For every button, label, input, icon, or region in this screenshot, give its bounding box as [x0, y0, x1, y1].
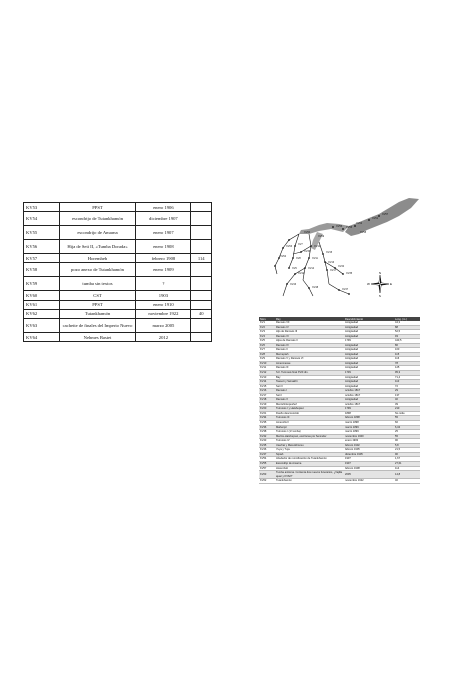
cell-king: Tausert y Setnakht — [275, 380, 344, 385]
table-row — [24, 277, 212, 291]
tomb-label: KV47 — [342, 287, 349, 291]
cell-code: KV60 — [24, 291, 60, 300]
cell-number: KV34 — [259, 416, 275, 421]
cell-length: 14,8 — [394, 471, 420, 479]
tomb-label: KV59 — [318, 234, 325, 238]
cell-number: KV18 — [259, 398, 275, 403]
cell-date: ? — [136, 277, 191, 291]
cell-king: Amenofis II — [275, 421, 344, 426]
cell-extra — [191, 226, 212, 240]
cell-number: KV6 — [259, 343, 275, 348]
cell-discovery: 1739 — [344, 371, 394, 376]
cell-code: KV55 — [24, 226, 60, 240]
cell-length: No mide — [394, 411, 420, 416]
table-row — [24, 309, 212, 318]
cell-number: KV19 — [259, 402, 275, 407]
cell-date: 1903 — [136, 291, 191, 300]
tomb-label: KV58 — [360, 230, 367, 234]
cell-number: KV2 — [259, 325, 275, 330]
cell-discovery: febrero 1905 — [344, 448, 394, 453]
cell-length: 95,3 — [394, 371, 420, 376]
cell-king: Ramsés II — [275, 348, 344, 353]
tomb-label: KV55 — [336, 224, 343, 228]
cell-name: cachette de finales del Imperio Nuevo — [59, 318, 136, 332]
cell-number: KV17 — [259, 393, 275, 398]
tomb-label: KV57 — [382, 212, 389, 216]
cell-number: KV43 — [259, 439, 275, 444]
cell-king: Dueño desconocido — [275, 411, 344, 416]
cell-king: Tutmosis IV — [275, 439, 344, 444]
tomb-label: KV56 — [346, 225, 353, 229]
cell-length: 1,67 — [394, 457, 420, 462]
table-row — [24, 254, 212, 263]
cell-name: escondrijo de Tutankhamón — [59, 212, 136, 226]
tomb-label: KV62 — [356, 221, 363, 225]
cell-number: KV36 — [259, 425, 275, 430]
tomb-label: KV60 — [304, 230, 311, 234]
cell-discovery: febrero 1898 — [344, 416, 394, 421]
cell-code: KV59 — [24, 277, 60, 291]
cell-discovery: 1799 — [344, 407, 394, 412]
cell-number: KV1 — [259, 321, 275, 325]
cell-number: KV9 — [259, 357, 275, 362]
cell-number: KV62 — [259, 479, 275, 484]
cell-length: 90 — [394, 439, 420, 444]
table-row — [24, 332, 212, 341]
cell-number: KV46 — [259, 448, 275, 453]
tomb-label: KV14 — [308, 266, 315, 270]
cell-name: Hija de Seti II, «Tumba Dorada» — [59, 240, 136, 254]
cell-length: 115 — [394, 352, 420, 357]
cell-king: Seti I — [275, 393, 344, 398]
cell-length: 6,34 — [394, 425, 420, 430]
cell-discovery: Antigüedad — [344, 380, 394, 385]
cell-name: PPST — [59, 300, 136, 309]
cell-king: S.F. Tutmosis final XVIII din. — [275, 371, 344, 376]
cell-king: Meritre-Hatshepsut, escrituras por Sennefer — [275, 434, 344, 439]
tomb-label: KV34 — [338, 264, 345, 268]
cell-discovery: Antigüedad — [344, 357, 394, 362]
cell-king: Maiherpri — [275, 425, 344, 430]
cell-number: KV15 — [259, 384, 275, 389]
tomb-label: KV42 — [298, 271, 305, 275]
cell-king: Ramsés XI — [275, 334, 344, 339]
cell-code: KV61 — [24, 300, 60, 309]
table-row — [259, 471, 420, 479]
cell-name: Tutankhamón — [59, 309, 136, 318]
cell-code: KV53 — [24, 203, 60, 212]
table-row — [24, 240, 212, 254]
cell-length: 55 — [394, 434, 420, 439]
cell-discovery: 2005 — [344, 471, 394, 479]
cell-length: 78 — [394, 361, 420, 366]
cell-discovery: Antigüedad — [344, 375, 394, 380]
cell-discovery: marzo 1899 — [344, 430, 394, 435]
cell-length: 52,5 — [394, 330, 420, 335]
cell-number: KV14 — [259, 380, 275, 385]
tomb-label: KV8 — [296, 256, 301, 260]
cell-code: KV64 — [24, 332, 60, 341]
cell-extra — [191, 332, 212, 341]
cell-discovery: febrero 1908 — [344, 466, 394, 471]
compass-south: S — [378, 294, 381, 298]
table-row — [24, 263, 212, 277]
cell-king: Horemheb — [275, 466, 344, 471]
tomb-label: KV17 — [330, 268, 337, 272]
cell-king: Ramsés IV — [275, 325, 344, 330]
cell-code: KV57 — [24, 254, 60, 263]
cell-name: Horemheb — [59, 254, 136, 263]
cell-discovery: Antigüedad — [344, 348, 394, 353]
compass-east: E — [390, 282, 393, 287]
cell-extra — [191, 240, 212, 254]
cell-king: Userhat y Merenkhonsu — [275, 443, 344, 448]
cell-number: KV13 — [259, 375, 275, 380]
cell-number: KV16 — [259, 389, 275, 394]
tomb-label: KV35 — [346, 271, 353, 275]
cell-king: Escondrijo de Amarna — [275, 461, 344, 466]
cell-length: 72 — [394, 384, 420, 389]
wadi-main-branch — [345, 198, 419, 236]
cell-code: KV62 — [24, 309, 60, 318]
cell-king: Tutmosis I (1ª tumba) — [275, 430, 344, 435]
cell-king: Seti II — [275, 384, 344, 389]
cell-king: Ramsés X — [275, 398, 344, 403]
cell-king: Tutmosis III — [275, 416, 344, 421]
cell-code: KV56 — [24, 240, 60, 254]
cell-number: KV5 — [259, 339, 275, 344]
valley-of-kings-map — [259, 196, 419, 316]
cell-discovery: noviembre 1922 — [344, 479, 394, 484]
table-row — [24, 291, 212, 300]
cell-discovery: 1898 — [344, 411, 394, 416]
cell-king: Merneptah — [275, 352, 344, 357]
cell-date: noviembre 1922 — [136, 309, 191, 318]
cell-length: 29 — [394, 389, 420, 394]
cell-king: Alrededor de momificación de Tutankhamón — [275, 457, 344, 462]
compass-north: N — [378, 271, 382, 275]
cell-number: KV8 — [259, 352, 275, 357]
cell-length: 55 — [394, 416, 420, 421]
cell-king: Ramsés III — [275, 366, 344, 371]
cell-length: 443,5 — [394, 339, 420, 344]
cell-date: 2012 — [136, 332, 191, 341]
cell-date: enero 1907 — [136, 226, 191, 240]
cell-king: Siptah — [275, 452, 344, 457]
cell-number: KV4 — [259, 334, 275, 339]
cell-number: KV12 — [259, 371, 275, 376]
cell-length: 116 — [394, 357, 420, 362]
table-row — [24, 203, 212, 212]
cell-number: KV35 — [259, 421, 275, 426]
cell-length: 25 — [394, 430, 420, 435]
cell-date: enero 1906 — [136, 203, 191, 212]
cell-date: enero 1909 — [136, 263, 191, 277]
tomb-label: KV9 — [292, 266, 297, 270]
cell-king: Mentuhirkopeshef — [275, 402, 344, 407]
cell-length: 66 — [394, 421, 420, 426]
cell-length: 5,8 — [394, 443, 420, 448]
tomb-label: KV64 — [280, 254, 287, 258]
cell-extra — [191, 291, 212, 300]
tomb-label: KV11 — [312, 256, 318, 260]
cell-length: 86 — [394, 343, 420, 348]
cell-king: Hijo de Ramsés III — [275, 330, 344, 335]
cell-code: KV63 — [24, 318, 60, 332]
cell-king: Bay — [275, 375, 344, 380]
table-row — [24, 226, 212, 240]
cell-number: KV21 — [259, 411, 275, 416]
cell-discovery: enero 1903 — [344, 439, 394, 444]
cell-king: Tutankhamón — [275, 479, 344, 484]
cell-name: pozo anexo de Tutankhamón — [59, 263, 136, 277]
cell-length: 114 — [394, 466, 420, 471]
cell-length: 44,3 — [394, 321, 420, 325]
cell-number: KV10 — [259, 361, 275, 366]
cell-king: Amenmesse — [275, 361, 344, 366]
cell-discovery: Antigüedad — [344, 334, 394, 339]
cell-length: 93 — [394, 334, 420, 339]
cell-number: KV3 — [259, 330, 275, 335]
cell-length: 40 — [394, 479, 420, 484]
cell-discovery: 1907 — [344, 457, 394, 462]
cell-king: Ramsés IX — [275, 343, 344, 348]
cell-name: CST — [59, 291, 136, 300]
cell-discovery: Antigüedad — [344, 330, 394, 335]
cell-length: 88 — [394, 325, 420, 330]
cell-length: 21,5 — [394, 448, 420, 453]
cell-extra — [191, 263, 212, 277]
cell-length: 125 — [394, 366, 420, 371]
tomb-label: KV43 — [290, 282, 297, 286]
tomb-discovery-table-body — [24, 203, 212, 342]
cell-name: tumba sin textos — [59, 277, 136, 291]
cell-king: Tumba antiorna. Contenía dos nuevos funerarios, ¿Vajilla ajuar y KV62? — [276, 471, 343, 478]
tomb-discovery-table — [23, 202, 212, 342]
cell-extra — [191, 203, 212, 212]
cell-date: diciembre 1907 — [136, 212, 191, 226]
cell-king: Hijos de Ramsés II — [275, 339, 344, 344]
cell-name: escondrijo de Amarna — [59, 226, 136, 240]
cell-king: Yuya y Tuyu — [275, 448, 344, 453]
cell-number: KV63 — [259, 471, 275, 479]
cell-discovery: 1799 — [344, 339, 394, 344]
cell-code: KV54 — [24, 212, 60, 226]
cell-length: 137 — [394, 393, 420, 398]
tomb-label: KV63 — [286, 244, 293, 248]
cell-extra — [191, 318, 212, 332]
cell-number: KV47 — [259, 452, 275, 457]
cell-number: KV45 — [259, 443, 275, 448]
table-row — [24, 318, 212, 332]
cell-date: enero 1908 — [136, 240, 191, 254]
cell-king: Ramsés I — [275, 389, 344, 394]
cell-number: KV38 — [259, 430, 275, 435]
tomb-label: KV15 — [326, 250, 333, 254]
cell-discovery: Antigüedad — [344, 325, 394, 330]
tomb-label: KV10 — [314, 244, 321, 248]
cell-discovery: marzo 1899 — [344, 425, 394, 430]
compass-rose — [367, 271, 392, 298]
cell-discovery: Antigüedad — [344, 384, 394, 389]
tomb-label: KV16 — [328, 260, 335, 264]
tomb-label: KV36 — [304, 249, 311, 253]
tomb-label: KV7 — [298, 242, 303, 246]
cell-name: Nehmes Bastet — [59, 332, 136, 341]
cell-date: febrero 1908 — [136, 254, 191, 263]
header-discovery: Descubrimiento — [344, 317, 394, 321]
cell-discovery: octubre 1817 — [344, 393, 394, 398]
header-number: Núm. — [259, 317, 275, 321]
cell-discovery: marzo 1898 — [344, 421, 394, 426]
cell-discovery: octubre 1817 — [344, 389, 394, 394]
cell-number: KV55 — [259, 461, 275, 466]
cell-discovery: Antigüedad — [344, 343, 394, 348]
cell-king: Ramsés VII — [275, 321, 344, 325]
cell-number: KV7 — [259, 348, 275, 353]
cell-extra — [191, 277, 212, 291]
cell-discovery: Antigüedad — [344, 321, 394, 325]
cell-length: 71,4 — [394, 375, 420, 380]
royal-tombs-table — [259, 317, 420, 484]
cell-number: KV54 — [259, 457, 275, 462]
cell-length: 210 — [394, 407, 420, 412]
cell-name: PPST — [59, 203, 136, 212]
cell-discovery: Antigüedad — [344, 361, 394, 366]
cell-discovery: noviembre 1900 — [344, 434, 394, 439]
cell-date: marzo 2005 — [136, 318, 191, 332]
table-row — [24, 300, 212, 309]
cell-king: Tutmosis I y Hatshepsut — [275, 407, 344, 412]
compass-west: W — [367, 282, 370, 287]
cell-discovery: octubre 1817 — [344, 402, 394, 407]
cell-extra — [191, 212, 212, 226]
header-length: Long. (m.) — [394, 317, 420, 321]
cell-discovery: Antigüedad — [344, 366, 394, 371]
cell-code: KV58 — [24, 263, 60, 277]
cell-discovery: 1907 — [344, 461, 394, 466]
cell-discovery: febrero 1902 — [344, 443, 394, 448]
cell-length: 110 — [394, 380, 420, 385]
cell-extra — [191, 300, 212, 309]
royal-tombs-table-body — [259, 321, 420, 483]
cell-length: 39 — [394, 402, 420, 407]
header-king: Rey — [275, 317, 344, 321]
cell-king: Ramsés V y Ramsés VI — [275, 357, 344, 362]
cell-number: KV42 — [259, 434, 275, 439]
table-row — [24, 212, 212, 226]
cell-extra: 40 — [191, 309, 212, 318]
cell-length: 27,61 — [394, 461, 420, 466]
tomb-label: KV48 — [312, 285, 319, 289]
cell-number: KV20 — [259, 407, 275, 412]
tomb-label: KV61 — [372, 216, 379, 220]
cell-discovery: Antigüedad — [344, 398, 394, 403]
cell-discovery: Antigüedad — [344, 352, 394, 357]
table-row — [259, 479, 420, 484]
cell-length: 40 — [394, 398, 420, 403]
cell-extra: 114 — [191, 254, 212, 263]
cell-discovery: diciembre 1905 — [344, 452, 394, 457]
cell-length: 100 — [394, 348, 420, 353]
cell-number: KV11 — [259, 366, 275, 371]
cell-date: enero 1910 — [136, 300, 191, 309]
cell-number: KV57 — [259, 466, 275, 471]
cell-length: 90 — [394, 452, 420, 457]
